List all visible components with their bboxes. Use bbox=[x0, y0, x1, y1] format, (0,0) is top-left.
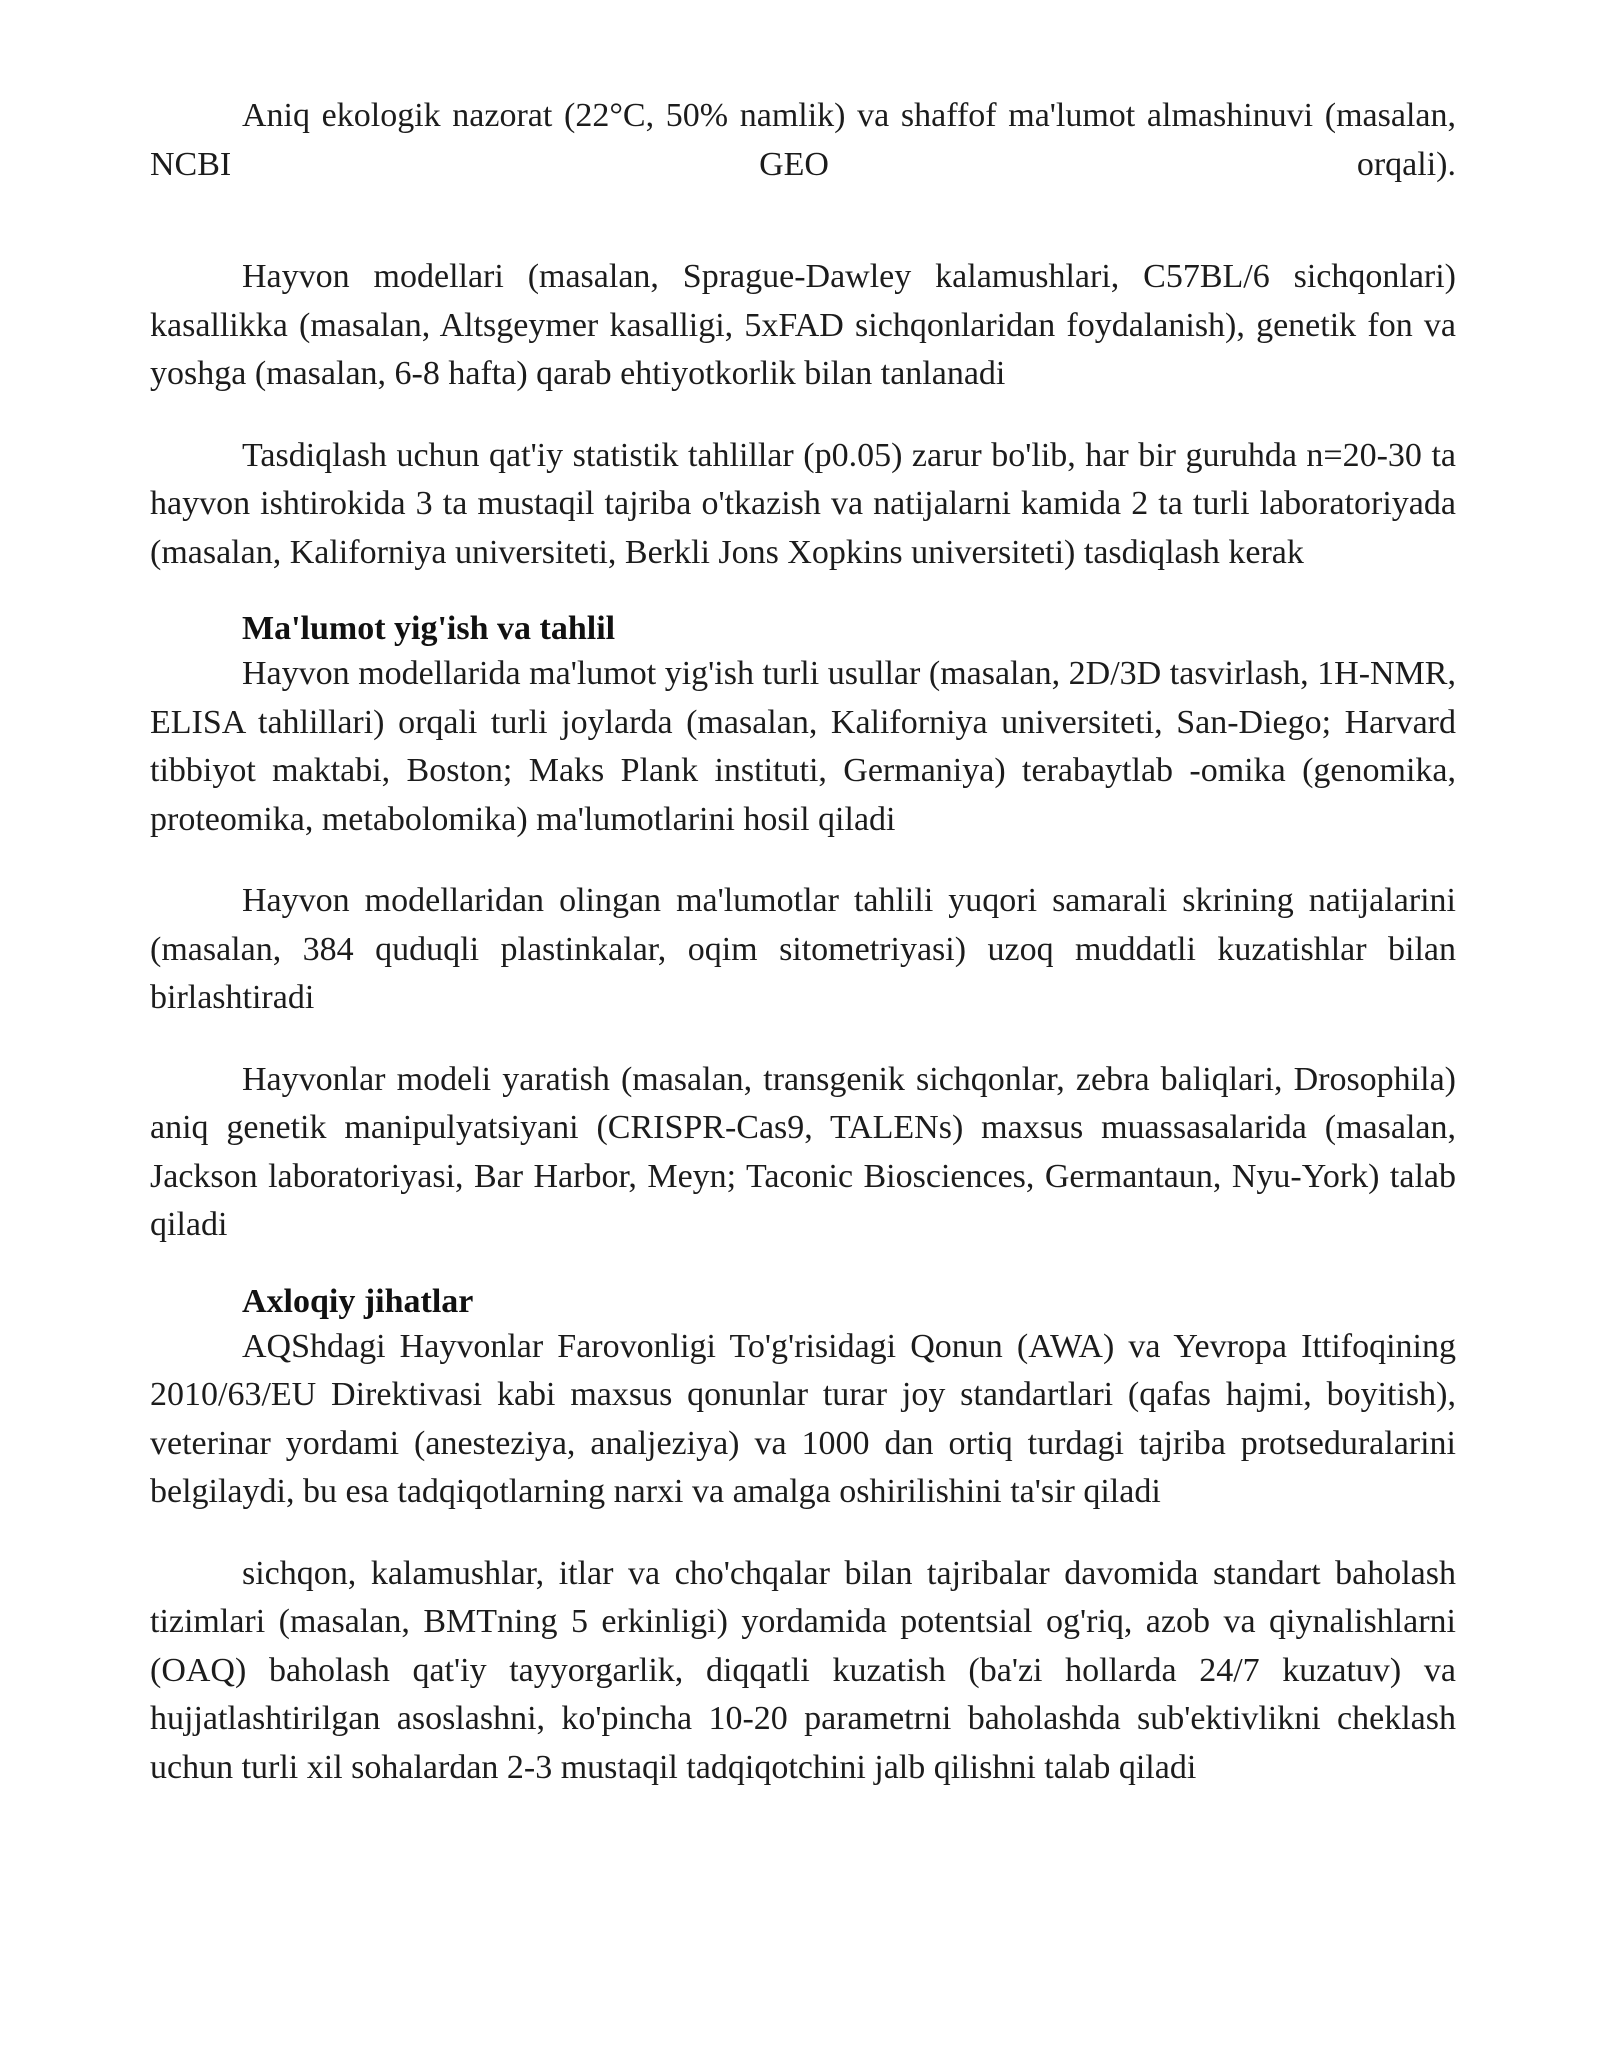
heading-data-collection: Ma'lumot yig'ish va tahlil bbox=[242, 610, 616, 647]
paragraph-data-analysis: Hayvon modellaridan olingan ma'lumotlar tahlili yuqori samarali skrining natijalarini (masalan, 384 quduqli plastinkalar, oqim sitometriyasi) uzoq muddatli kuzatishlar bilan birlashtiradi bbox=[150, 882, 1456, 1016]
paragraph-regulations: AQShdagi Hayvonlar Farovonligi To'g'risidagi Qonun (AWA) va Yevropa Ittifoqining 2010/63/EU Direktivasi kabi maxsus qonunlar turar joy standartlari (qafas hajmi, boyitish), veterinar yordami (anesteziya, analjeziya) va 1000 dan ortiq turdagi tajriba protseduralarini belgilaydi, bu esa tadqiqotlarning narxi va amalga oshirilishini ta'sir qiladi bbox=[150, 1327, 1456, 1510]
paragraph-pain-assessment: sichqon, kalamushlar, itlar va cho'chqalar bilan tajribalar davomida standart baholash tizimlari (masalan, BMTning 5 erkinligi) yordamida potentsial og'riq, azob va qiynalishlarni (OAQ) baholash qat'iy tayyorgarlik, diqqatli kuzatish (ba'zi hollarda 24/7 kuzatuv) va hujjatlashtirilgan asoslashni, ko'pincha 10-20 parametrni baholashda sub'ektivlikni cheklash uchun turli xil sohalardan 2-3 mustaqil tadqiqotchini jalb qilishni talab qiladi bbox=[150, 1554, 1456, 1786]
paragraph-animal-models-selection: Hayvon modellari (masalan, Sprague-Dawley kalamushlari, C57BL/6 sichqonlari) kasallikka (masalan, Altsgeymer kasalligi, 5xFAD sichqonlaridan foydalanish), genetik fon va yoshga (masalan, 6-8 hafta) qarab ehtiyotkorlik bilan tanlanadi bbox=[150, 258, 1456, 392]
paragraph-data-collection-methods: Hayvon modellarida ma'lumot yig'ish turli usullar (masalan, 2D/3D tasvirlash, 1H-NMR, ELISA tahlillari) orqali turli joylarda (masalan, Kaliforniya universiteti, San-Diego; Harvard tibbiyot maktabi, Boston; Maks Plank instituti, Germaniya) terabaytlab -omika (genomika, proteomika, metabolomika) ma'lumotlarini hosil qiladi bbox=[150, 655, 1456, 838]
paragraph-model-creation: Hayvonlar modeli yaratish (masalan, transgenik sichqonlar, zebra baliqlari, Drosophila) aniq genetik manipulyatsiyani (CRISPR-Cas9, TALENs) maxsus muassasalarida (masalan, Jackson laboratoriyasi, Bar Harbor, Meyn; Taconic Biosciences, Germantaun, Nyu-York) talab qiladi bbox=[150, 1060, 1456, 1243]
document-body bbox=[150, 92, 1456, 1792]
heading-ethical-aspects: Axloqiy jihatlar bbox=[242, 1282, 474, 1320]
paragraph-environmental-control: Aniq ekologik nazorat (22°C, 50% namlik) va shaffof ma'lumot almashinuvi (masalan, NCBI GEO orqali). bbox=[150, 97, 1456, 183]
paragraph-statistical-validation: Tasdiqlash uchun qat'iy statistik tahlillar (p0.05) zarur bo'lib, har bir guruhda n=20-30 ta hayvon ishtirokida 3 ta mustaqil tajriba o'tkazish va natijalarni kamida 2 ta turli laboratoriyada (masalan, Kaliforniya universiteti, Berkli Jons Xopkins universiteti) tasdiqlash kerak bbox=[150, 436, 1456, 571]
